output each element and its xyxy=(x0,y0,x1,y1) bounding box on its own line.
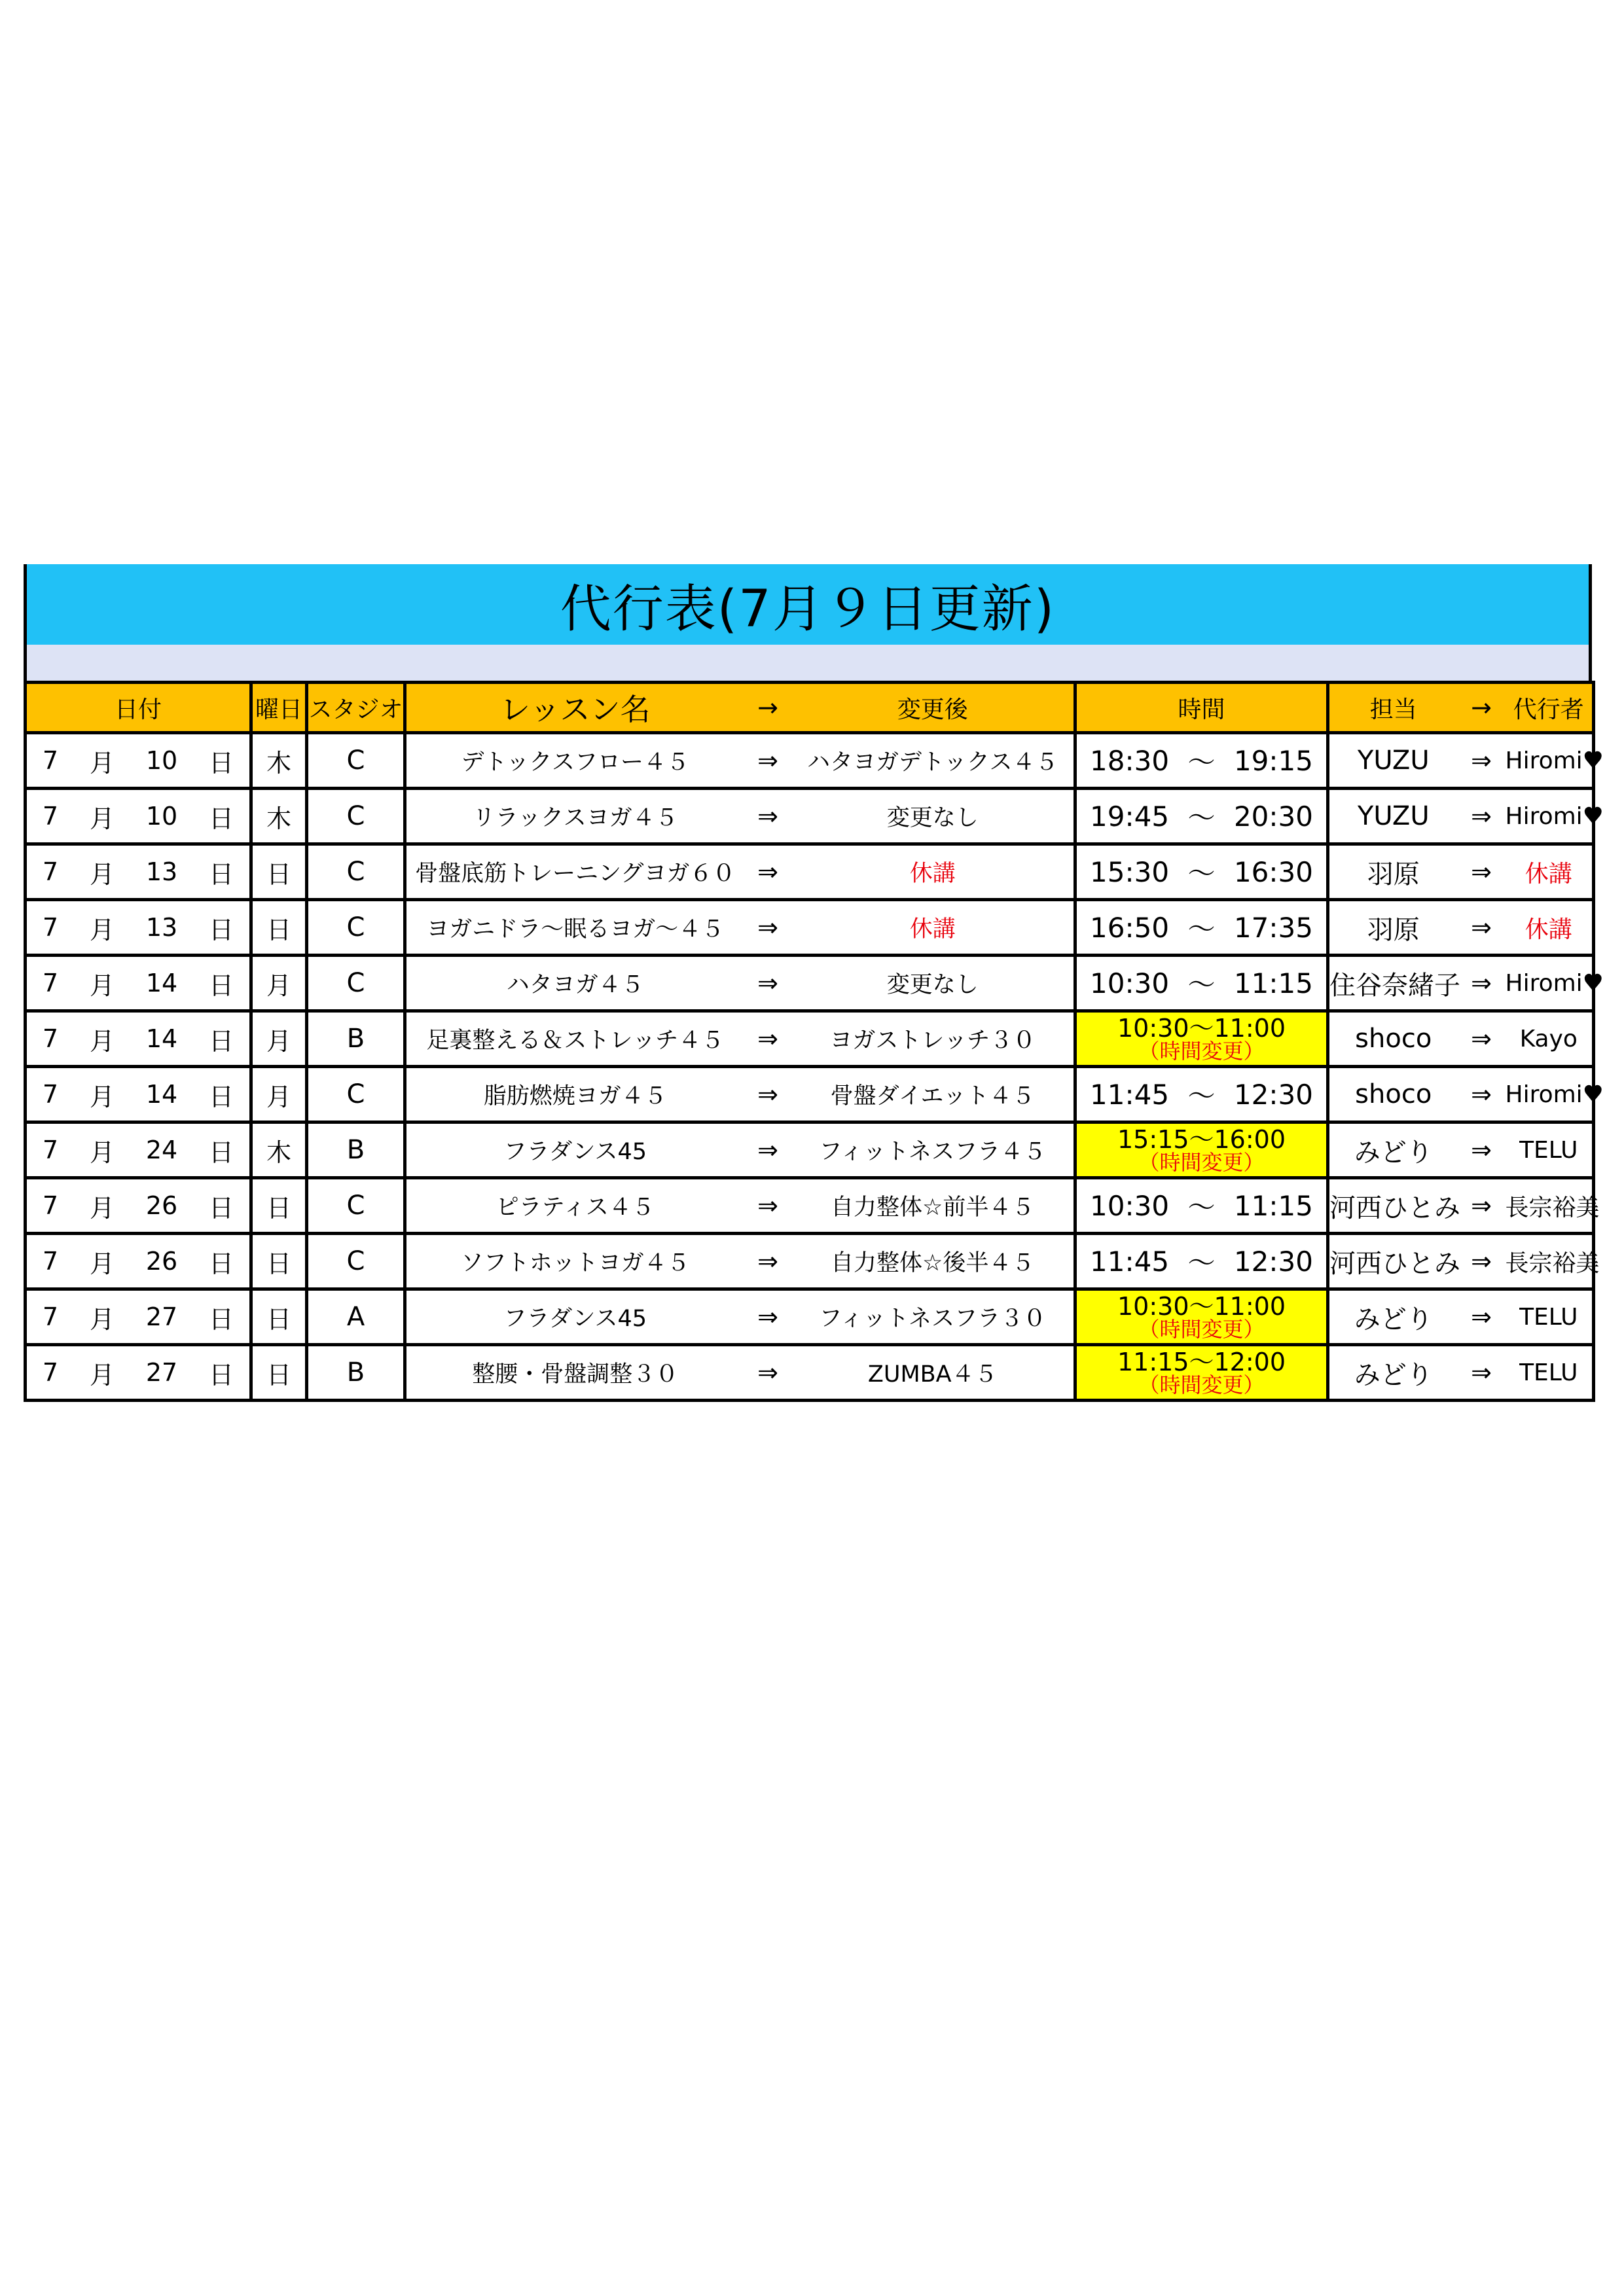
instructor-cell: みどり xyxy=(1328,1289,1458,1345)
instructor-cell: 住谷奈緒子 xyxy=(1328,956,1458,1011)
date-month-unit: 月 xyxy=(89,1138,115,1167)
lesson-cell: 骨盤底筋トレーニングヨガ６０ xyxy=(405,844,744,900)
lesson-cell: ピラティス４５ xyxy=(405,1178,744,1234)
arrow-cell: ⇒ xyxy=(744,1122,792,1178)
time-start: 11:45 xyxy=(1090,1245,1170,1278)
weekday-cell: 月 xyxy=(251,956,307,1011)
date-month-unit: 月 xyxy=(89,859,115,889)
arrow-cell-2: ⇒ xyxy=(1458,956,1506,1011)
substitute-cell: TELU xyxy=(1506,1345,1594,1401)
date-month-unit: 月 xyxy=(89,915,115,944)
date-day-unit: 日 xyxy=(209,1193,234,1223)
changed-lesson-cell: ヨガストレッチ３０ xyxy=(792,1011,1075,1067)
time-end: 20:30 xyxy=(1233,800,1313,833)
schedule-table xyxy=(24,681,1604,1402)
table-row xyxy=(26,789,1594,844)
date-month-unit: 月 xyxy=(89,1193,115,1223)
instructor-cell: 羽原 xyxy=(1328,844,1458,900)
changed-lesson-cell: 骨盤ダイエット４５ xyxy=(792,1067,1075,1122)
substitute-cell: TELU xyxy=(1506,1289,1594,1345)
date-month: 7 xyxy=(42,802,59,831)
time-end: 12:30 xyxy=(1233,1078,1313,1111)
time-start: 15:30 xyxy=(1090,855,1170,888)
lesson-cell: ハタヨガ４５ xyxy=(405,956,744,1011)
date-month-unit: 月 xyxy=(89,971,115,1000)
arrow-cell: ⇒ xyxy=(744,956,792,1011)
studio-cell: C xyxy=(307,733,405,789)
arrow-cell: ⇒ xyxy=(744,733,792,789)
date-month-unit: 月 xyxy=(89,1026,115,1056)
changed-lesson-cell: ハタヨガデトックス４５ xyxy=(792,733,1075,789)
substitute-cell: Hiromi♥ xyxy=(1506,789,1594,844)
weekday-cell: 日 xyxy=(251,900,307,956)
changed-lesson-cell: 変更なし xyxy=(792,789,1075,844)
lesson-cell: 足裏整える＆ストレッチ４５ xyxy=(405,1011,744,1067)
date-day-unit: 日 xyxy=(209,1360,234,1390)
table-row xyxy=(26,956,1594,1011)
time-cell xyxy=(1075,789,1328,844)
date-cell xyxy=(26,1178,251,1234)
date-cell xyxy=(26,1289,251,1345)
arrow-cell: ⇒ xyxy=(744,1234,792,1289)
arrow-cell-2: ⇒ xyxy=(1458,789,1506,844)
studio-cell: C xyxy=(307,956,405,1011)
title-bar xyxy=(24,564,1592,645)
date-cell xyxy=(26,1067,251,1122)
date-day: 10 xyxy=(145,746,178,775)
arrow-cell: ⇒ xyxy=(744,1345,792,1401)
date-month: 7 xyxy=(42,913,59,942)
substitute-cell: 休講 xyxy=(1506,900,1594,956)
time-tilde: ～ xyxy=(1187,913,1216,945)
arrow-cell-2: ⇒ xyxy=(1458,1122,1506,1178)
date-month-unit: 月 xyxy=(89,1249,115,1278)
date-day: 27 xyxy=(145,1302,178,1331)
weekday-cell: 日 xyxy=(251,1178,307,1234)
date-month-unit: 月 xyxy=(89,1360,115,1390)
substitute-cell: Hiromi♥ xyxy=(1506,956,1594,1011)
date-day-unit: 日 xyxy=(209,804,234,833)
header-date: 日付 xyxy=(26,683,251,733)
arrow-cell-2: ⇒ xyxy=(1458,1067,1506,1122)
date-day-unit: 日 xyxy=(209,1304,234,1334)
date-cell xyxy=(26,1234,251,1289)
instructor-cell: shoco xyxy=(1328,1011,1458,1067)
time-end: 12:30 xyxy=(1233,1245,1313,1278)
time-end: 11:15 xyxy=(1233,967,1313,999)
header-arrow: → xyxy=(744,683,792,733)
time-end: 16:30 xyxy=(1233,855,1313,888)
studio-cell: A xyxy=(307,1289,405,1345)
date-day-unit: 日 xyxy=(209,1249,234,1278)
substitute-cell: TELU xyxy=(1506,1122,1594,1178)
changed-lesson-cell: フィットネスフラ４５ xyxy=(792,1122,1075,1178)
lesson-cell: フラダンス45 xyxy=(405,1122,744,1178)
date-day: 13 xyxy=(145,857,178,886)
substitute-cell: 長宗裕美 xyxy=(1506,1178,1594,1234)
studio-cell: C xyxy=(307,844,405,900)
time-start: 10:30 xyxy=(1090,1189,1170,1222)
date-cell xyxy=(26,733,251,789)
substitute-cell: Hiromi♥ xyxy=(1506,1067,1594,1122)
date-month-unit: 月 xyxy=(89,1304,115,1334)
lesson-cell: デトックスフロー４５ xyxy=(405,733,744,789)
time-cell xyxy=(1075,900,1328,956)
changed-lesson-cell: フィットネスフラ３０ xyxy=(792,1289,1075,1345)
date-day: 26 xyxy=(145,1191,178,1220)
time-range: 10:30～11:00 xyxy=(1117,1292,1286,1321)
header-row xyxy=(26,683,1594,733)
date-day-unit: 日 xyxy=(209,1138,234,1167)
time-tilde: ～ xyxy=(1187,1080,1216,1112)
table-row xyxy=(26,1178,1594,1234)
time-cell xyxy=(1075,844,1328,900)
lesson-cell: 整腰・骨盤調整３０ xyxy=(405,1345,744,1401)
time-cell-changed xyxy=(1075,1289,1328,1345)
time-end: 19:15 xyxy=(1233,744,1313,777)
date-cell xyxy=(26,956,251,1011)
date-cell xyxy=(26,1122,251,1178)
date-cell xyxy=(26,1345,251,1401)
header-weekday: 曜日 xyxy=(251,683,307,733)
date-month: 7 xyxy=(42,1024,59,1053)
changed-lesson-cell: ZUMBA４５ xyxy=(792,1345,1075,1401)
date-cell xyxy=(26,844,251,900)
lesson-cell: フラダンス45 xyxy=(405,1289,744,1345)
table-row xyxy=(26,1122,1594,1178)
date-day-unit: 日 xyxy=(209,1082,234,1111)
time-tilde: ～ xyxy=(1187,1191,1216,1223)
date-month: 7 xyxy=(42,1080,59,1109)
studio-cell: C xyxy=(307,789,405,844)
table-row xyxy=(26,900,1594,956)
time-range: 11:15～12:00 xyxy=(1117,1348,1286,1376)
table-row xyxy=(26,733,1594,789)
instructor-cell: YUZU xyxy=(1328,733,1458,789)
table-row xyxy=(26,1067,1594,1122)
substitute-cell: Kayo xyxy=(1506,1011,1594,1067)
date-month-unit: 月 xyxy=(89,748,115,778)
date-month-unit: 月 xyxy=(89,1082,115,1111)
arrow-cell-2: ⇒ xyxy=(1458,1178,1506,1234)
header-arrow-2: → xyxy=(1458,683,1506,733)
substitute-cell: Hiromi♥ xyxy=(1506,733,1594,789)
time-start: 10:30 xyxy=(1090,967,1170,999)
date-day-unit: 日 xyxy=(209,1026,234,1056)
studio-cell: B xyxy=(307,1122,405,1178)
lesson-cell: 脂肪燃焼ヨガ４５ xyxy=(405,1067,744,1122)
arrow-cell: ⇒ xyxy=(744,1289,792,1345)
weekday-cell: 木 xyxy=(251,733,307,789)
time-tilde: ～ xyxy=(1187,746,1216,778)
date-cell xyxy=(26,900,251,956)
date-month: 7 xyxy=(42,1302,59,1331)
arrow-cell-2: ⇒ xyxy=(1458,1234,1506,1289)
header-changed: 変更後 xyxy=(792,683,1075,733)
substitute-cell: 休講 xyxy=(1506,844,1594,900)
time-cell xyxy=(1075,956,1328,1011)
instructor-cell: みどり xyxy=(1328,1345,1458,1401)
date-day: 27 xyxy=(145,1358,178,1387)
studio-cell: C xyxy=(307,1067,405,1122)
instructor-cell: YUZU xyxy=(1328,789,1458,844)
time-change-note: （時間変更） xyxy=(1138,1150,1265,1175)
studio-cell: B xyxy=(307,1011,405,1067)
date-month: 7 xyxy=(42,1247,59,1276)
header-time: 時間 xyxy=(1075,683,1328,733)
changed-lesson-cell: 休講 xyxy=(792,900,1075,956)
studio-cell: C xyxy=(307,900,405,956)
time-end: 17:35 xyxy=(1233,911,1313,944)
time-tilde: ～ xyxy=(1187,802,1216,834)
date-month: 7 xyxy=(42,1191,59,1220)
date-day: 24 xyxy=(145,1136,178,1164)
page-title: 代行表(7月９日更新) xyxy=(560,579,1056,639)
time-tilde: ～ xyxy=(1187,969,1216,1001)
date-month: 7 xyxy=(42,1136,59,1164)
arrow-cell: ⇒ xyxy=(744,789,792,844)
header-instructor: 担当 xyxy=(1328,683,1458,733)
weekday-cell: 月 xyxy=(251,1067,307,1122)
time-cell xyxy=(1075,1178,1328,1234)
time-tilde: ～ xyxy=(1187,857,1216,889)
studio-cell: C xyxy=(307,1178,405,1234)
weekday-cell: 月 xyxy=(251,1011,307,1067)
table-row xyxy=(26,844,1594,900)
date-month: 7 xyxy=(42,857,59,886)
instructor-cell: みどり xyxy=(1328,1122,1458,1178)
arrow-cell-2: ⇒ xyxy=(1458,844,1506,900)
instructor-cell: 羽原 xyxy=(1328,900,1458,956)
time-start: 11:45 xyxy=(1090,1078,1170,1111)
time-start: 18:30 xyxy=(1090,744,1170,777)
time-change-note: （時間変更） xyxy=(1138,1317,1265,1342)
date-month-unit: 月 xyxy=(89,804,115,833)
arrow-cell-2: ⇒ xyxy=(1458,1345,1506,1401)
date-day-unit: 日 xyxy=(209,971,234,1000)
header-substitute: 代行者 xyxy=(1506,683,1594,733)
date-day: 14 xyxy=(145,969,178,997)
header-studio: スタジオ xyxy=(307,683,405,733)
date-month: 7 xyxy=(42,1358,59,1387)
time-cell xyxy=(1075,1234,1328,1289)
table-body xyxy=(26,733,1604,1401)
time-start: 19:45 xyxy=(1090,800,1170,833)
time-change-note: （時間変更） xyxy=(1138,1372,1265,1397)
arrow-cell: ⇒ xyxy=(744,844,792,900)
arrow-cell-2: ⇒ xyxy=(1458,1011,1506,1067)
weekday-cell: 日 xyxy=(251,1234,307,1289)
date-day-unit: 日 xyxy=(209,915,234,944)
lesson-cell: ヨガニドラ～眠るヨガ～４５ xyxy=(405,900,744,956)
instructor-cell: 河西ひとみ xyxy=(1328,1178,1458,1234)
time-cell xyxy=(1075,1067,1328,1122)
arrow-cell: ⇒ xyxy=(744,900,792,956)
date-day-unit: 日 xyxy=(209,859,234,889)
arrow-cell: ⇒ xyxy=(744,1067,792,1122)
changed-lesson-cell: 休講 xyxy=(792,844,1075,900)
date-cell xyxy=(26,1011,251,1067)
time-cell-changed xyxy=(1075,1345,1328,1401)
table-row xyxy=(26,1345,1594,1401)
date-month: 7 xyxy=(42,969,59,997)
lesson-cell: ソフトホットヨガ４５ xyxy=(405,1234,744,1289)
weekday-cell: 木 xyxy=(251,1122,307,1178)
substitute-schedule xyxy=(24,564,1604,1402)
weekday-cell: 日 xyxy=(251,844,307,900)
studio-cell: C xyxy=(307,1234,405,1289)
table-row xyxy=(26,1011,1594,1067)
changed-lesson-cell: 変更なし xyxy=(792,956,1075,1011)
time-change-note: （時間変更） xyxy=(1138,1039,1265,1064)
header-lesson: レッスン名 xyxy=(405,683,744,733)
arrow-cell: ⇒ xyxy=(744,1178,792,1234)
table-row xyxy=(26,1289,1594,1345)
time-end: 11:15 xyxy=(1233,1189,1313,1222)
weekday-cell: 日 xyxy=(251,1345,307,1401)
changed-lesson-cell: 自力整体☆後半４５ xyxy=(792,1234,1075,1289)
lesson-cell: リラックスヨガ４５ xyxy=(405,789,744,844)
date-month: 7 xyxy=(42,746,59,775)
date-day-unit: 日 xyxy=(209,748,234,778)
instructor-cell: shoco xyxy=(1328,1067,1458,1122)
time-range: 15:15～16:00 xyxy=(1117,1125,1286,1154)
studio-cell: B xyxy=(307,1345,405,1401)
instructor-cell: 河西ひとみ xyxy=(1328,1234,1458,1289)
arrow-cell-2: ⇒ xyxy=(1458,1289,1506,1345)
table-row xyxy=(26,1234,1594,1289)
time-start: 16:50 xyxy=(1090,911,1170,944)
arrow-cell-2: ⇒ xyxy=(1458,900,1506,956)
time-range: 10:30～11:00 xyxy=(1117,1014,1286,1043)
date-cell xyxy=(26,789,251,844)
time-tilde: ～ xyxy=(1187,1247,1216,1279)
date-day: 26 xyxy=(145,1247,178,1276)
time-cell-changed xyxy=(1075,1011,1328,1067)
changed-lesson-cell: 自力整体☆前半４５ xyxy=(792,1178,1075,1234)
weekday-cell: 日 xyxy=(251,1289,307,1345)
date-day: 13 xyxy=(145,913,178,942)
weekday-cell: 木 xyxy=(251,789,307,844)
time-cell-changed xyxy=(1075,1122,1328,1178)
time-cell xyxy=(1075,733,1328,789)
arrow-cell-2: ⇒ xyxy=(1458,733,1506,789)
subtitle-bar xyxy=(24,645,1592,681)
date-day: 14 xyxy=(145,1024,178,1053)
arrow-cell: ⇒ xyxy=(744,1011,792,1067)
date-day: 10 xyxy=(145,802,178,831)
substitute-cell: 長宗裕美 xyxy=(1506,1234,1594,1289)
date-day: 14 xyxy=(145,1080,178,1109)
